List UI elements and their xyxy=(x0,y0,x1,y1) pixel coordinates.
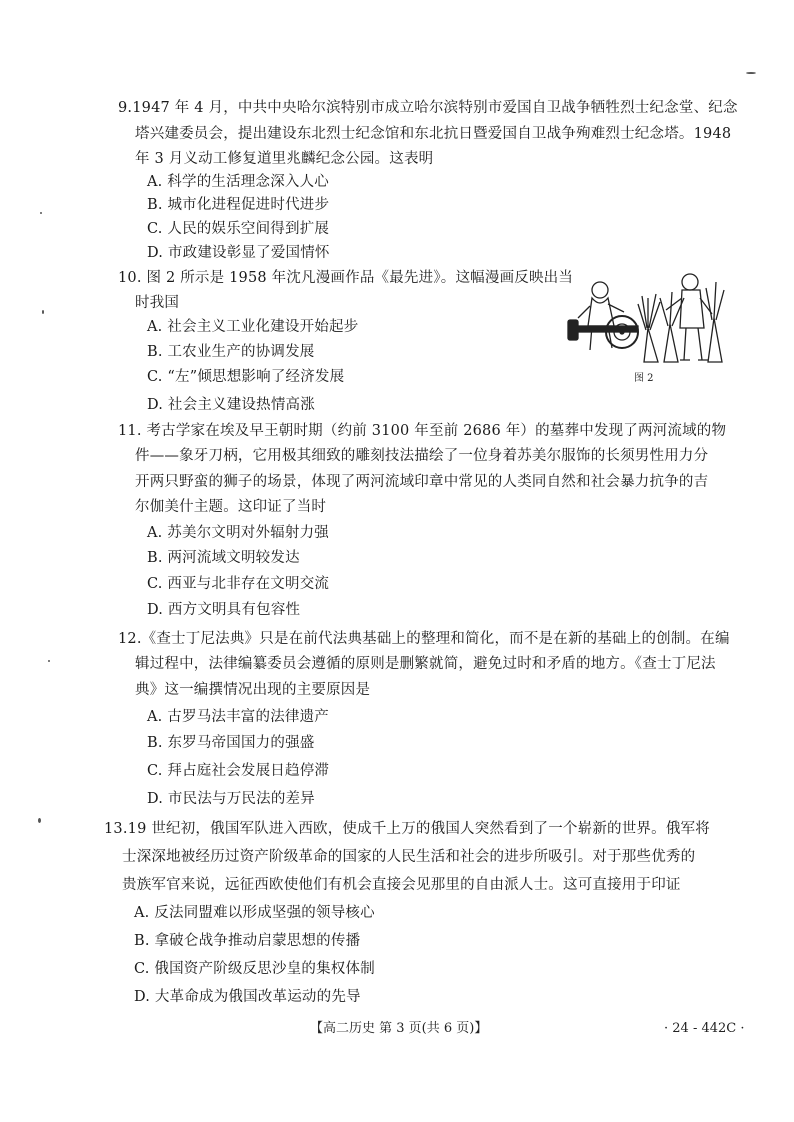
q9-stem-line-1: 9.1947 年 4 月，中共中央哈尔滨特别市成立哈尔滨特别市爱国自卫战争牺牲烈士纪念堂、纪念 xyxy=(118,100,738,116)
q13-option-d: D. 大革命成为俄国改革运动的先导 xyxy=(134,989,361,1005)
q10-option-b: B. 工农业生产的协调发展 xyxy=(147,344,315,360)
q11-option-c: C. 西亚与北非存在文明交流 xyxy=(147,576,330,592)
q9-stem-line-2: 塔兴建委员会，提出建设东北烈士纪念馆和东北抗日暨爱国自卫战争殉难烈士纪念塔。1948 xyxy=(135,126,732,142)
q12-option-a: A. 古罗马法丰富的法律遗产 xyxy=(147,709,329,725)
q10-option-d: D. 社会主义建设热情高涨 xyxy=(147,397,315,413)
q10-option-c: C. “左”倾思想影响了经济发展 xyxy=(147,369,345,385)
scan-mark xyxy=(38,818,41,823)
scan-mark xyxy=(40,212,42,214)
q13-option-a: A. 反法同盟难以形成坚强的领导核心 xyxy=(134,905,375,921)
q10-stem-line-2: 时我国 xyxy=(135,295,180,311)
figure-caption: 图 2 xyxy=(634,373,654,384)
scan-mark xyxy=(42,310,44,314)
scan-mark xyxy=(48,660,50,662)
q12-option-c: C. 拜占庭社会发展日趋停滞 xyxy=(147,763,330,779)
q9-option-b: B. 城市化进程促进时代进步 xyxy=(147,197,330,213)
q12-option-d: D. 市民法与万民法的差异 xyxy=(147,791,315,807)
q13-stem-line-2: 士深深地被经历过资产阶级革命的国家的人民生活和社会的进步所吸引。对于那些优秀的 xyxy=(122,849,696,865)
cartoon-illustration xyxy=(562,268,728,366)
q11-option-a: A. 苏美尔文明对外辐射力强 xyxy=(147,525,329,541)
q13-stem-line-1: 13.19 世纪初，俄国军队进入西欧，使成千上万的俄国人突然看到了一个崭新的世界。俄军将 xyxy=(104,821,710,837)
q12-stem-line-2: 辑过程中，法律编纂委员会遵循的原则是删繁就简，避免过时和矛盾的地方。《查士丁尼法 xyxy=(135,656,716,672)
paper-code: · 24 - 442C · xyxy=(664,1021,745,1036)
page-footer: 【高二历史 第 3 页(共 6 页)】 xyxy=(310,1021,488,1036)
q13-option-c: C. 俄国资产阶级反思沙皇的集权体制 xyxy=(134,961,375,977)
q9-option-c: C. 人民的娱乐空间得到扩展 xyxy=(147,221,330,237)
q12-stem-line-3: 典》这一编撰情况出现的主要原因是 xyxy=(135,682,371,698)
q12-option-b: B. 东罗马帝国国力的强盛 xyxy=(147,735,315,751)
q11-stem-line-2: 件——象牙刀柄，它用极其细致的雕刻技法描绘了一位身着苏美尔服饰的长须男性用力分 xyxy=(135,448,709,464)
q11-stem-line-4: 尔伽美什主题。这印证了当时 xyxy=(135,499,327,515)
q12-stem-line-1: 12.《查士丁尼法典》只是在前代法典基础上的整理和简化，而不是在新的基础上的创制。在编 xyxy=(118,631,730,647)
q9-option-a: A. 科学的生活理念深入人心 xyxy=(147,174,329,190)
q11-option-b: B. 两河流域文明较发达 xyxy=(147,550,300,566)
q13-option-b: B. 拿破仑战争推动启蒙思想的传播 xyxy=(134,933,361,949)
scan-mark xyxy=(746,72,756,74)
q13-stem-line-3: 贵族军官来说，远征西欧使他们有机会直接会见那里的自由派人士。这可直接用于印证 xyxy=(122,877,681,893)
q10-stem-line-1: 10. 图 2 所示是 1958 年沈凡漫画作品《最先进》。这幅漫画反映出当 xyxy=(118,270,574,286)
q11-option-d: D. 西方文明具有包容性 xyxy=(147,602,301,618)
q9-option-d: D. 市政建设彰显了爱国情怀 xyxy=(147,245,330,261)
q9-stem-line-3: 年 3 月义动工修复道里兆麟纪念公园。这表明 xyxy=(135,151,434,167)
q11-stem-line-3: 开两只野蛮的狮子的场景，体现了两河流域印章中常见的人类同自然和社会暴力抗争的吉 xyxy=(135,474,709,490)
q10-option-a: A. 社会主义工业化建设开始起步 xyxy=(147,319,359,335)
q11-stem-line-1: 11. 考古学家在埃及早王朝时期（约前 3100 年至前 2686 年）的墓葬中发现了两河流域的物 xyxy=(118,423,727,439)
